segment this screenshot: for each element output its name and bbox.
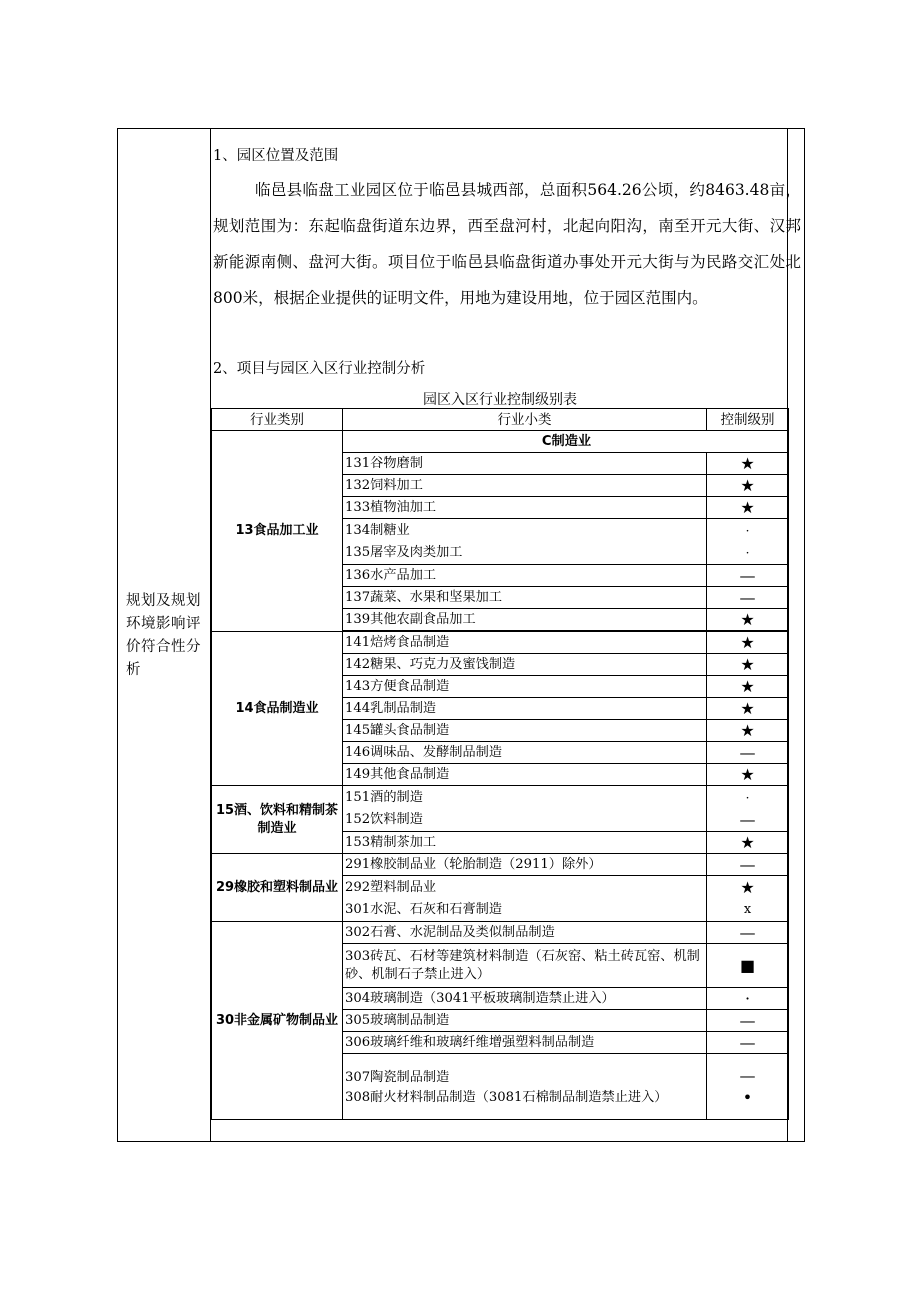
subcategory-cell: 302石膏、水泥制品及类似制品制造 bbox=[343, 922, 707, 944]
subcategory-line: 308耐火材料制品制造（3081石棉制品制造禁止进入） bbox=[345, 1089, 668, 1105]
level-cell bbox=[707, 1054, 789, 1120]
level-cell: ★ bbox=[707, 654, 789, 676]
level-cell: · bbox=[707, 988, 789, 1010]
category-cell: 29橡胶和塑料制品业 bbox=[212, 854, 343, 922]
level-cell: ★ bbox=[707, 475, 789, 497]
level-cell: — bbox=[707, 742, 789, 764]
level-cell: ★ bbox=[707, 720, 789, 742]
subcategory-cell: 291橡胶制品业（轮胎制造（2911）除外） bbox=[343, 854, 707, 876]
industry-control-table bbox=[211, 408, 789, 1120]
subcategory-line: 292塑料制品业 bbox=[345, 879, 437, 895]
table-caption: 园区入区行业控制级别表 bbox=[423, 392, 577, 408]
subcategory-cell: 304玻璃制造（3041平板玻璃制造禁止进入） bbox=[343, 988, 707, 1010]
subcategory-cell: 149其他食品制造 bbox=[343, 764, 707, 786]
category-line: 15酒、饮料和精制茶 bbox=[215, 802, 339, 818]
level-cell: — bbox=[707, 1032, 789, 1054]
level-cell: ★ bbox=[707, 453, 789, 475]
level-cell: ★ bbox=[707, 609, 789, 631]
level-mark: · bbox=[745, 545, 750, 560]
header-level: 控制级别 bbox=[707, 409, 789, 431]
subcategory-cell bbox=[343, 876, 707, 922]
category-cell: 30非金属矿物制品业 bbox=[212, 922, 343, 1120]
level-cell: ★ bbox=[707, 698, 789, 720]
level-cell bbox=[707, 519, 789, 565]
level-cell: ★ bbox=[707, 676, 789, 698]
subcategory-cell: 145罐头食品制造 bbox=[343, 720, 707, 742]
level-cell bbox=[707, 876, 789, 922]
subcategory-cell: 153精制茶加工 bbox=[343, 832, 707, 854]
subcategory-line: 307陶瓷制品制造 bbox=[345, 1069, 450, 1085]
subcategory-cell: 141焙烤食品制造 bbox=[343, 632, 707, 654]
subcategory-cell: 133植物油加工 bbox=[343, 497, 707, 519]
row-label: 规划及规划环境影响评价符合性分析 bbox=[126, 593, 201, 678]
table-row bbox=[212, 632, 789, 654]
subcategory-cell: 142糖果、巧克力及蜜饯制造 bbox=[343, 654, 707, 676]
subcategory-cell: 144乳制品制造 bbox=[343, 698, 707, 720]
subcategory-cell: 137蔬菜、水果和坚果加工 bbox=[343, 587, 707, 609]
level-mark: · bbox=[745, 790, 750, 805]
category-cell: 14食品制造业 bbox=[212, 632, 343, 786]
subcategory-cell: 306玻璃纤维和玻璃纤维增强塑料制品制造 bbox=[343, 1032, 707, 1054]
subcategory-cell: 132饲料加工 bbox=[343, 475, 707, 497]
level-mark: · bbox=[745, 523, 750, 538]
level-cell: — bbox=[707, 565, 789, 587]
level-cell: — bbox=[707, 1010, 789, 1032]
subcategory-cell: 143方便食品制造 bbox=[343, 676, 707, 698]
level-cell: ■ bbox=[707, 944, 789, 988]
subcategory-cell bbox=[343, 786, 707, 832]
section2-heading: 2、项目与园区入区行业控制分析 bbox=[213, 361, 426, 377]
subcategory-line: 152饮料制造 bbox=[345, 811, 423, 827]
subcategory-cell: 139其他农副食品加工 bbox=[343, 609, 707, 631]
level-mark: — bbox=[739, 809, 756, 829]
subcategory-line: 134制糖业 bbox=[345, 522, 410, 538]
header-category: 行业类别 bbox=[212, 409, 343, 431]
table-row bbox=[212, 431, 789, 453]
subcategory-cell: 303砖瓦、石材等建筑材料制造（石灰窑、粘土砖瓦窑、机制砂、机制石子禁止进入） bbox=[343, 944, 707, 988]
level-cell: ★ bbox=[707, 764, 789, 786]
level-cell: — bbox=[707, 854, 789, 876]
subcategory-cell: 305玻璃制品制造 bbox=[343, 1010, 707, 1032]
section1-paragraph: 临邑县临盘工业园区位于临邑县城西部，总面积564.26公顷，约8463.48亩，规划范围为：东起临盘街道东边界，西至盘河村，北起向阳沟，南至开元大街、汉邦新能源南侧、盘河大街。项目位于临邑县临盘街道办事处开元大街与为民路交汇处北800米，根据企业提供的证明文件，用地为建设用地，位于园区范围内。 bbox=[213, 181, 801, 307]
level-mark: • bbox=[742, 1087, 753, 1107]
subcategory-cell bbox=[343, 1054, 707, 1120]
header-subcategory: 行业小类 bbox=[343, 409, 707, 431]
subcategory-cell: 136水产品加工 bbox=[343, 565, 707, 587]
level-mark: ★ bbox=[740, 877, 755, 897]
level-mark: x bbox=[743, 901, 752, 917]
subcategory-line: 301水泥、石灰和石膏制造 bbox=[345, 901, 503, 917]
section1-heading: 1、园区位置及范围 bbox=[213, 148, 339, 164]
level-cell: ★ bbox=[707, 832, 789, 854]
level-cell: ★ bbox=[707, 497, 789, 519]
table-row bbox=[212, 786, 789, 832]
category-cell bbox=[212, 786, 343, 854]
level-cell: — bbox=[707, 922, 789, 944]
section-title: C制造业 bbox=[343, 431, 789, 453]
subcategory-cell: 131谷物磨制 bbox=[343, 453, 707, 475]
table-header-row bbox=[212, 409, 789, 431]
category-cell: 13食品加工业 bbox=[212, 431, 343, 632]
subcategory-line: 151酒的制造 bbox=[345, 789, 423, 805]
subcategory-cell bbox=[343, 519, 707, 565]
category-line: 制造业 bbox=[257, 820, 297, 836]
table-row bbox=[212, 922, 789, 944]
subcategory-line: 135屠宰及肉类加工 bbox=[345, 544, 463, 560]
table-row bbox=[212, 854, 789, 876]
level-cell: — bbox=[707, 587, 789, 609]
subcategory-cell: 146调味品、发酵制品制造 bbox=[343, 742, 707, 764]
level-cell: ★ bbox=[707, 632, 789, 654]
level-mark: — bbox=[739, 1065, 756, 1085]
level-cell bbox=[707, 786, 789, 832]
